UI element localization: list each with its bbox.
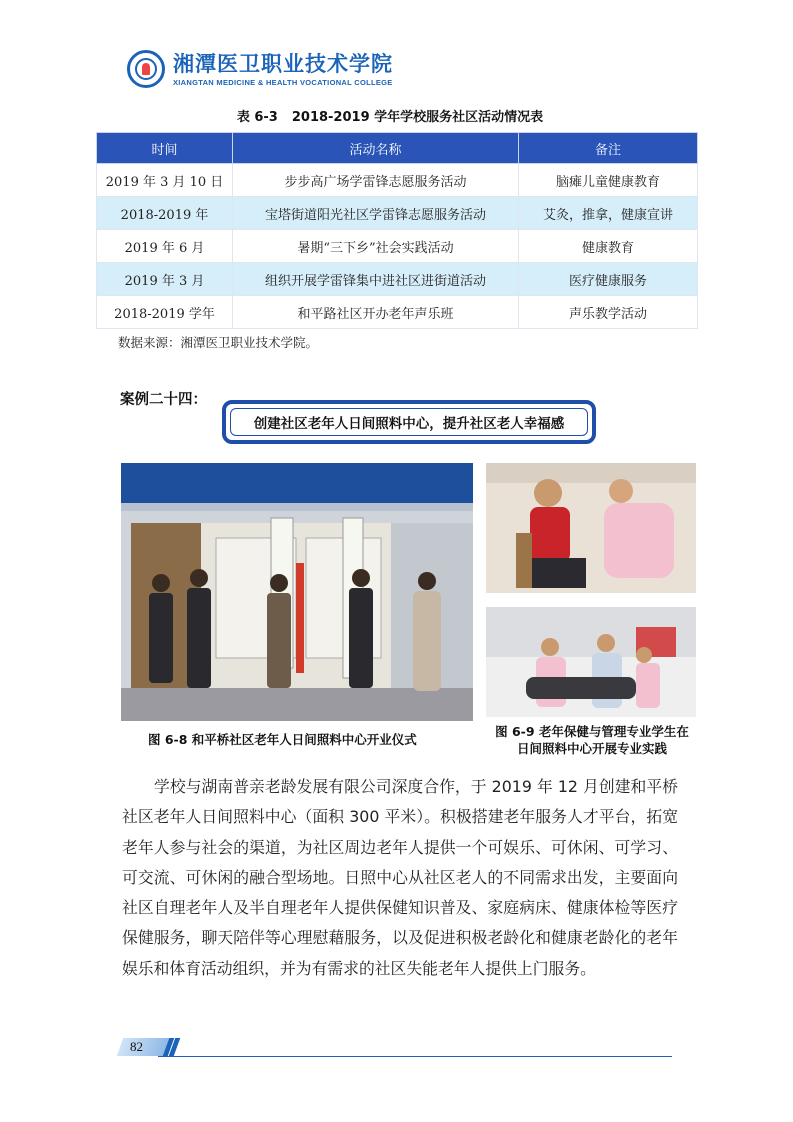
table-header-row xyxy=(97,133,698,164)
figure-6-9-caption xyxy=(484,723,700,757)
header-time: 时间 xyxy=(97,133,233,164)
logo-english-name: XIANGTAN MEDICINE & HEALTH VOCATIONAL COLLEGE xyxy=(173,78,393,87)
table-row xyxy=(97,164,698,197)
logo-chinese-name: 湘潭医卫职业技术学院 xyxy=(173,51,393,76)
case-title: 创建社区老年人日间照料中心，提升社区老人幸福感 xyxy=(230,408,588,436)
cell-remark: 声乐教学活动 xyxy=(519,296,698,329)
massage-practice-scene-image xyxy=(486,607,696,717)
service-activity-table xyxy=(96,132,698,329)
opening-ceremony-photo xyxy=(121,463,473,721)
table-title: 2018-2019 学年学校服务社区活动情况表 xyxy=(291,110,544,125)
college-logo xyxy=(127,48,393,94)
page-number: 82 xyxy=(130,1039,143,1054)
cell-activity: 组织开展学雷锋集中进社区进街道活动 xyxy=(233,263,519,296)
cell-time: 2018-2019 学年 xyxy=(97,296,233,329)
body-paragraph: 学校与湖南普亲老龄发展有限公司深度合作，于 2019 年 12 月创建和平桥社区老年人日间照料中心（面积 300 平米）。积极搭建老年服务人才平台，拓宽老年人参与社会的渠道，为社区周边老年人提供一个可娱乐、可休闲、可学习、可交流、可休闲的融合型场地。日照中心从社区老人的不同需求出发，主要面向社区自理老年人及半自理老年人提供保健知识普及、家庭病床、健康体检等医疗保健服务，聊天陪伴等心理慰藉服务，以及促进积极老龄化和健康老龄化的老年娱乐和体育活动组织，并为有需求的社区失能老年人提供上门服务。 xyxy=(122,777,678,978)
care-practice-photo-2 xyxy=(486,607,696,717)
table-caption xyxy=(96,106,698,125)
footer-rule xyxy=(158,1056,672,1057)
cell-time: 2019 年 6 月 xyxy=(97,230,233,263)
ceremony-scene-image xyxy=(121,463,473,721)
cell-activity: 暑期“三下乡”社会实践活动 xyxy=(233,230,519,263)
cell-remark: 医疗健康服务 xyxy=(519,263,698,296)
header-remark: 备注 xyxy=(519,133,698,164)
cell-activity: 和平路社区开办老年声乐班 xyxy=(233,296,519,329)
cell-time: 2018-2019 年 xyxy=(97,197,233,230)
table-row xyxy=(97,230,698,263)
cell-time: 2019 年 3 月 xyxy=(97,263,233,296)
page-number-badge xyxy=(117,1038,170,1056)
figure-6-8-caption: 图 6-8 和平桥社区老年人日间照料中心开业仪式 xyxy=(148,732,417,747)
header-activity: 活动名称 xyxy=(233,133,519,164)
cell-remark: 艾灸，推拿，健康宣讲 xyxy=(519,197,698,230)
case-label: 案例二十四： xyxy=(120,392,207,408)
college-seal-icon xyxy=(127,50,165,88)
table-row xyxy=(97,296,698,329)
cell-activity: 宝塔街道阳光社区学雷锋志愿服务活动 xyxy=(233,197,519,230)
cell-time: 2019 年 3 月 10 日 xyxy=(97,164,233,197)
cell-remark: 脑瘫儿童健康教育 xyxy=(519,164,698,197)
care-practice-photo-1 xyxy=(486,463,696,593)
figure-6-9-caption-line2: 日间照料中心开展专业实践 xyxy=(516,741,667,756)
table-row xyxy=(97,263,698,296)
case-title-box xyxy=(222,400,596,444)
data-source-note: 数据来源：湘潭医卫职业技术学院。 xyxy=(118,335,319,350)
figure-6-9-caption-line1: 图 6-9 老年保健与管理专业学生在 xyxy=(495,724,689,739)
elder-care-scene-image xyxy=(486,463,696,593)
table-number: 表 6-3 xyxy=(236,110,278,125)
cell-activity: 步步高广场学雷锋志愿服务活动 xyxy=(233,164,519,197)
cell-remark: 健康教育 xyxy=(519,230,698,263)
table-row xyxy=(97,197,698,230)
